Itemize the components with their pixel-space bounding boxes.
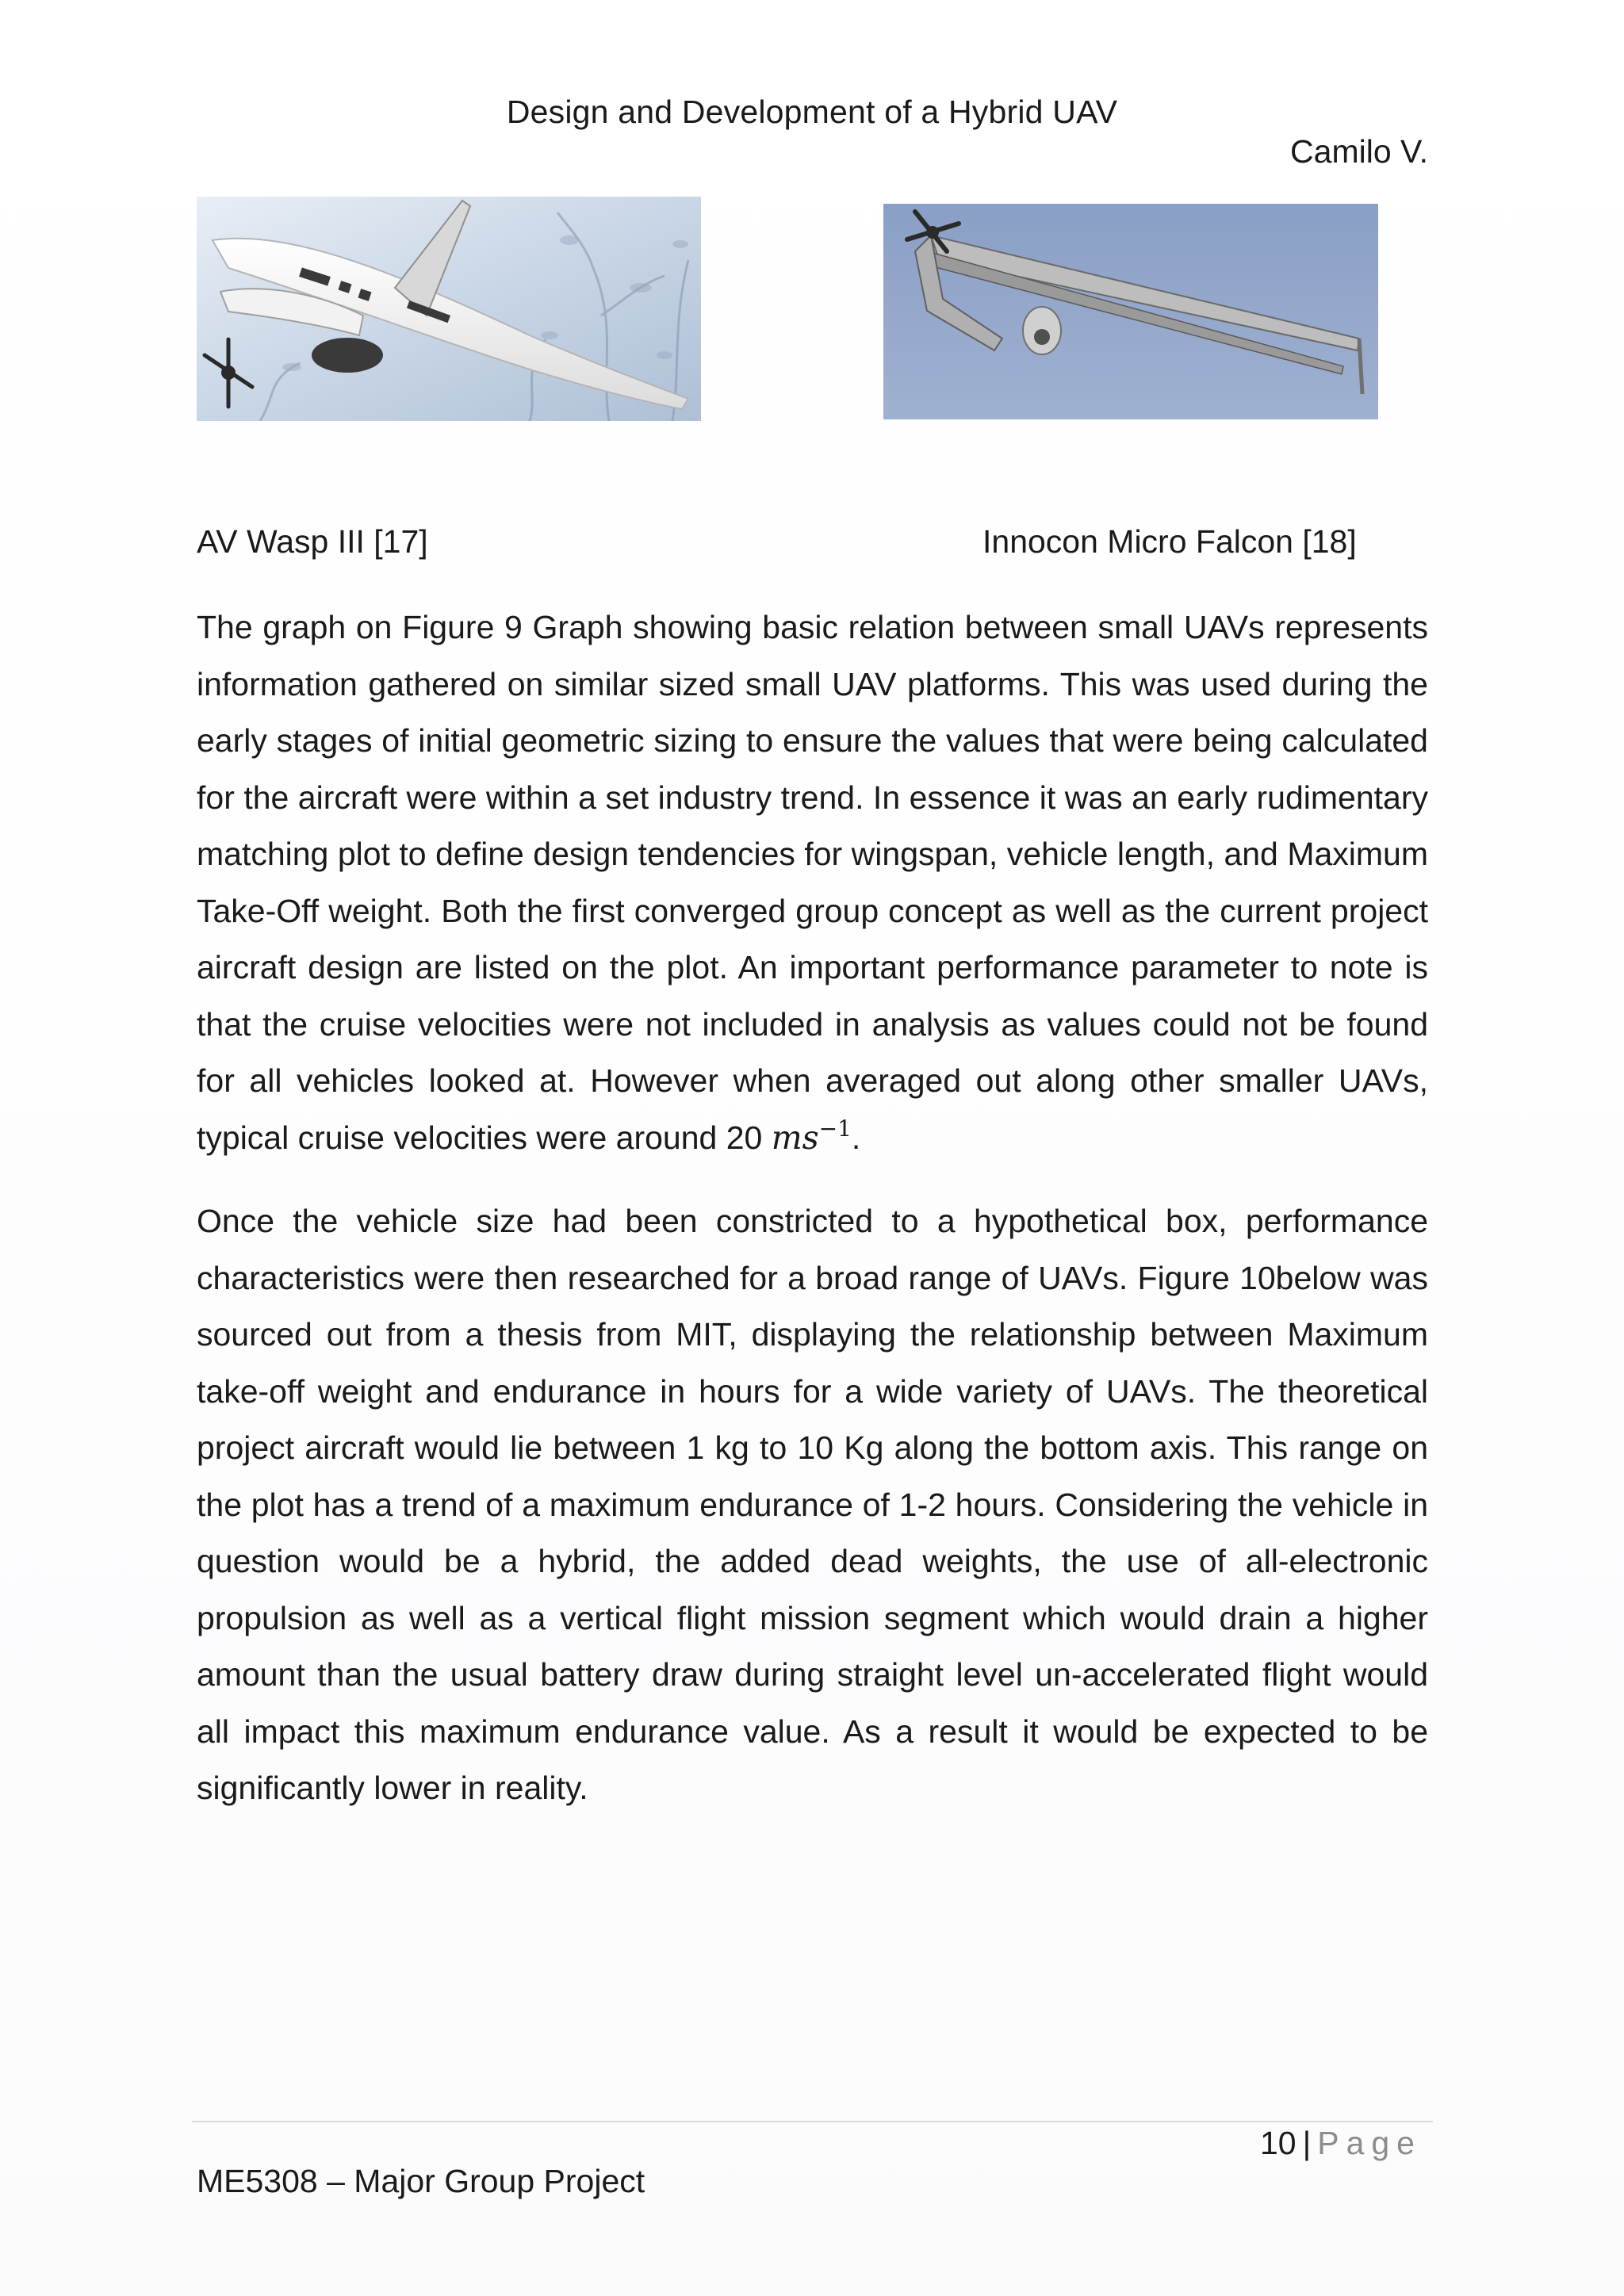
footer-divider: [192, 2121, 1433, 2122]
paragraph-1-text: The graph on Figure 9 Graph showing basic relation between small UAVs represents information gathered on similar sized small UAV platforms. This was used during the early stages of initial geometric sizing to ensure the values that were being calculated for the aircraft were within a set industry trend. In essence it was an early rudimentary matching plot to define design tendencies for wingspan, vehicle length, and Maximum Take-Off weight. Both the first converged group concept as well as the current project aircraft design are listed on the plot. An important performance parameter to note is that the cruise velocities were not included in analysis as values could not be found for all vehicles looked at. However when averaged out along other smaller UAVs, typical cruise velocities were around 20: [197, 609, 1428, 1156]
velocity-unit-exponent: −1: [818, 1115, 852, 1142]
page-number-separator: |: [1302, 2125, 1312, 2161]
figure-av-wasp-iii-photo: [197, 197, 701, 421]
figure-innocon-micro-falcon-photo: [883, 204, 1378, 419]
figure-caption-av-wasp-iii: AV Wasp III [17]: [197, 523, 428, 560]
page-label: Page: [1317, 2125, 1422, 2161]
running-header-author: Camilo V.: [1290, 133, 1428, 170]
av-wasp-iii-illustration: [197, 197, 701, 421]
velocity-unit-base: ms: [771, 1118, 819, 1157]
page-number-footer: [1260, 2125, 1422, 2162]
body-paragraph-2: Once the vehicle size had been constricted to a hypothetical box, performance characteristics were then researched for a broad range of UAVs. Figure 10below was sourced out from a thesis from MIT, displaying the relationship between Maximum take-off weight and endurance in hours for a wide variety of UAVs. The theoretical project aircraft would lie between 1 kg to 10 Kg along the bottom axis. This range on the plot has a trend of a maximum endurance of 1-2 hours. Considering the vehicle in question would be a hybrid, the added dead weights, the use of all-electronic propulsion as well as a vertical flight mission segment which would drain a higher amount than the usual battery draw during straight level un-accelerated flight would all impact this maximum endurance value. As a result it would be expected to be significantly lower in reality.: [197, 1203, 1428, 1806]
page-number: 10: [1259, 2125, 1297, 2161]
footer-course-title: ME5308 – Major Group Project: [197, 2163, 645, 2199]
figure-caption-innocon-micro-falcon: Innocon Micro Falcon [18]: [982, 523, 1357, 560]
velocity-unit: [771, 1115, 852, 1157]
body-paragraph-1: [197, 599, 1428, 1166]
innocon-micro-falcon-illustration: [883, 204, 1378, 419]
running-header-title: Design and Development of a Hybrid UAV: [506, 94, 1118, 130]
paragraph-1-end: .: [851, 1119, 861, 1156]
